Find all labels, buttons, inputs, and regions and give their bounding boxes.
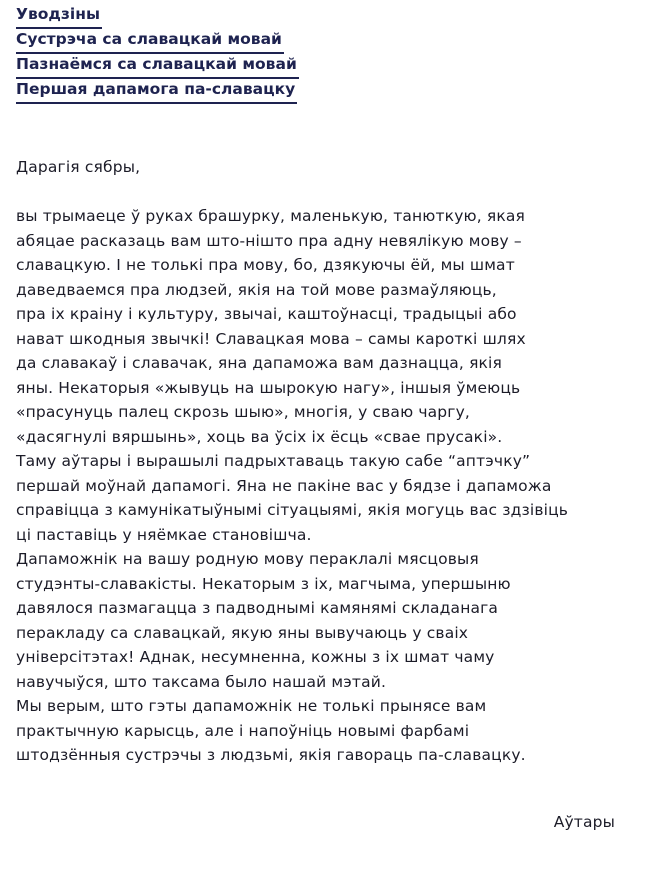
letter-line: вы трымаеце ў руках брашурку, маленькую, танюткую, якая	[16, 207, 525, 225]
letter-line: да славакаў і славачак, яна дапаможа вам дазнацца, якія	[16, 354, 502, 372]
letter-line: перакладу са славацкай, якую яны вывучаюць у сваіх	[16, 623, 469, 642]
toc-link-intro[interactable]: Уводзіны	[16, 4, 102, 29]
letter-line: нават шкодныя звычкі! Славацкая мова – самы кароткі шлях	[16, 329, 526, 348]
letter-line: «дасягнулі вяршынь», хоць ва ўсіх іх ёсць «свае прусакі».	[16, 427, 503, 446]
toc-link-first-aid-slovak[interactable]: Першая дапамога па-славацку	[16, 79, 297, 104]
letter-line: Дапаможнік на вашу родную мову пераклалі мясцовыя	[16, 550, 479, 568]
letter-line: практычную карысць, але і напоўніць новымі фарбамі	[16, 721, 470, 740]
letter-line: першай моўнай дапамогі. Яна не пакіне вас у бядзе і дапаможа	[16, 476, 552, 495]
table-of-contents	[16, 4, 299, 104]
letter-line: Мы верым, што гэты дапаможнік не толькі прынясе вам	[16, 697, 487, 715]
letter-signature: Аўтары	[553, 813, 615, 831]
letter-line: пра іх краіну і культуру, звычаі, каштоўнасці, традыцыі або	[16, 305, 517, 323]
letter-line: Таму аўтары і вырашылі падрыхтаваць такую сабе “аптэчку”	[16, 452, 531, 470]
letter-line: даведваемся пра людзей, якія на той мове размаўляюць,	[16, 280, 497, 299]
letter-greeting: Дарагія сябры,	[16, 158, 141, 176]
letter-line: абяцае расказаць вам што-нішто пра адну невялікую мову –	[16, 231, 522, 250]
letter-line: ці паставіць у няёмкае становішча.	[16, 525, 312, 544]
toc-link-getting-to-know-slovak[interactable]: Пазнаёмся са славацкай мовай	[16, 54, 299, 79]
letter-line: штодзённыя сустрэчы з людзьмі, якія гавораць па-славацку.	[16, 746, 526, 764]
letter-line: навучыўся, што таксама было нашай мэтай.	[16, 672, 387, 691]
letter-line: «прасунуць палец скрозь шыю», многія, у сваю чаргу,	[16, 403, 470, 421]
letter-line: славацкую. І не толькі пра мову, бо, дзякуючы ёй, мы шмат	[16, 256, 515, 274]
letter-line: давялося пазмагацца з падводнымі камянямі складанага	[16, 599, 499, 617]
toc-link-meeting-slovak[interactable]: Сустрэча са славацкай мовай	[16, 29, 284, 54]
letter-line: універсітэтах! Аднак, несумненна, кожны з іх шмат чаму	[16, 648, 495, 666]
letter-body	[16, 155, 651, 768]
letter-line: справіцца з камунікатыўнымі сітуацыямі, якія могуць вас здзівіць	[16, 501, 569, 519]
letter-line: студэнты-славакісты. Некаторым з іх, магчыма, упершыню	[16, 574, 511, 593]
letter-line: яны. Некаторыя «жывуць на шырокую нагу», іншыя ўмеюць	[16, 378, 521, 397]
